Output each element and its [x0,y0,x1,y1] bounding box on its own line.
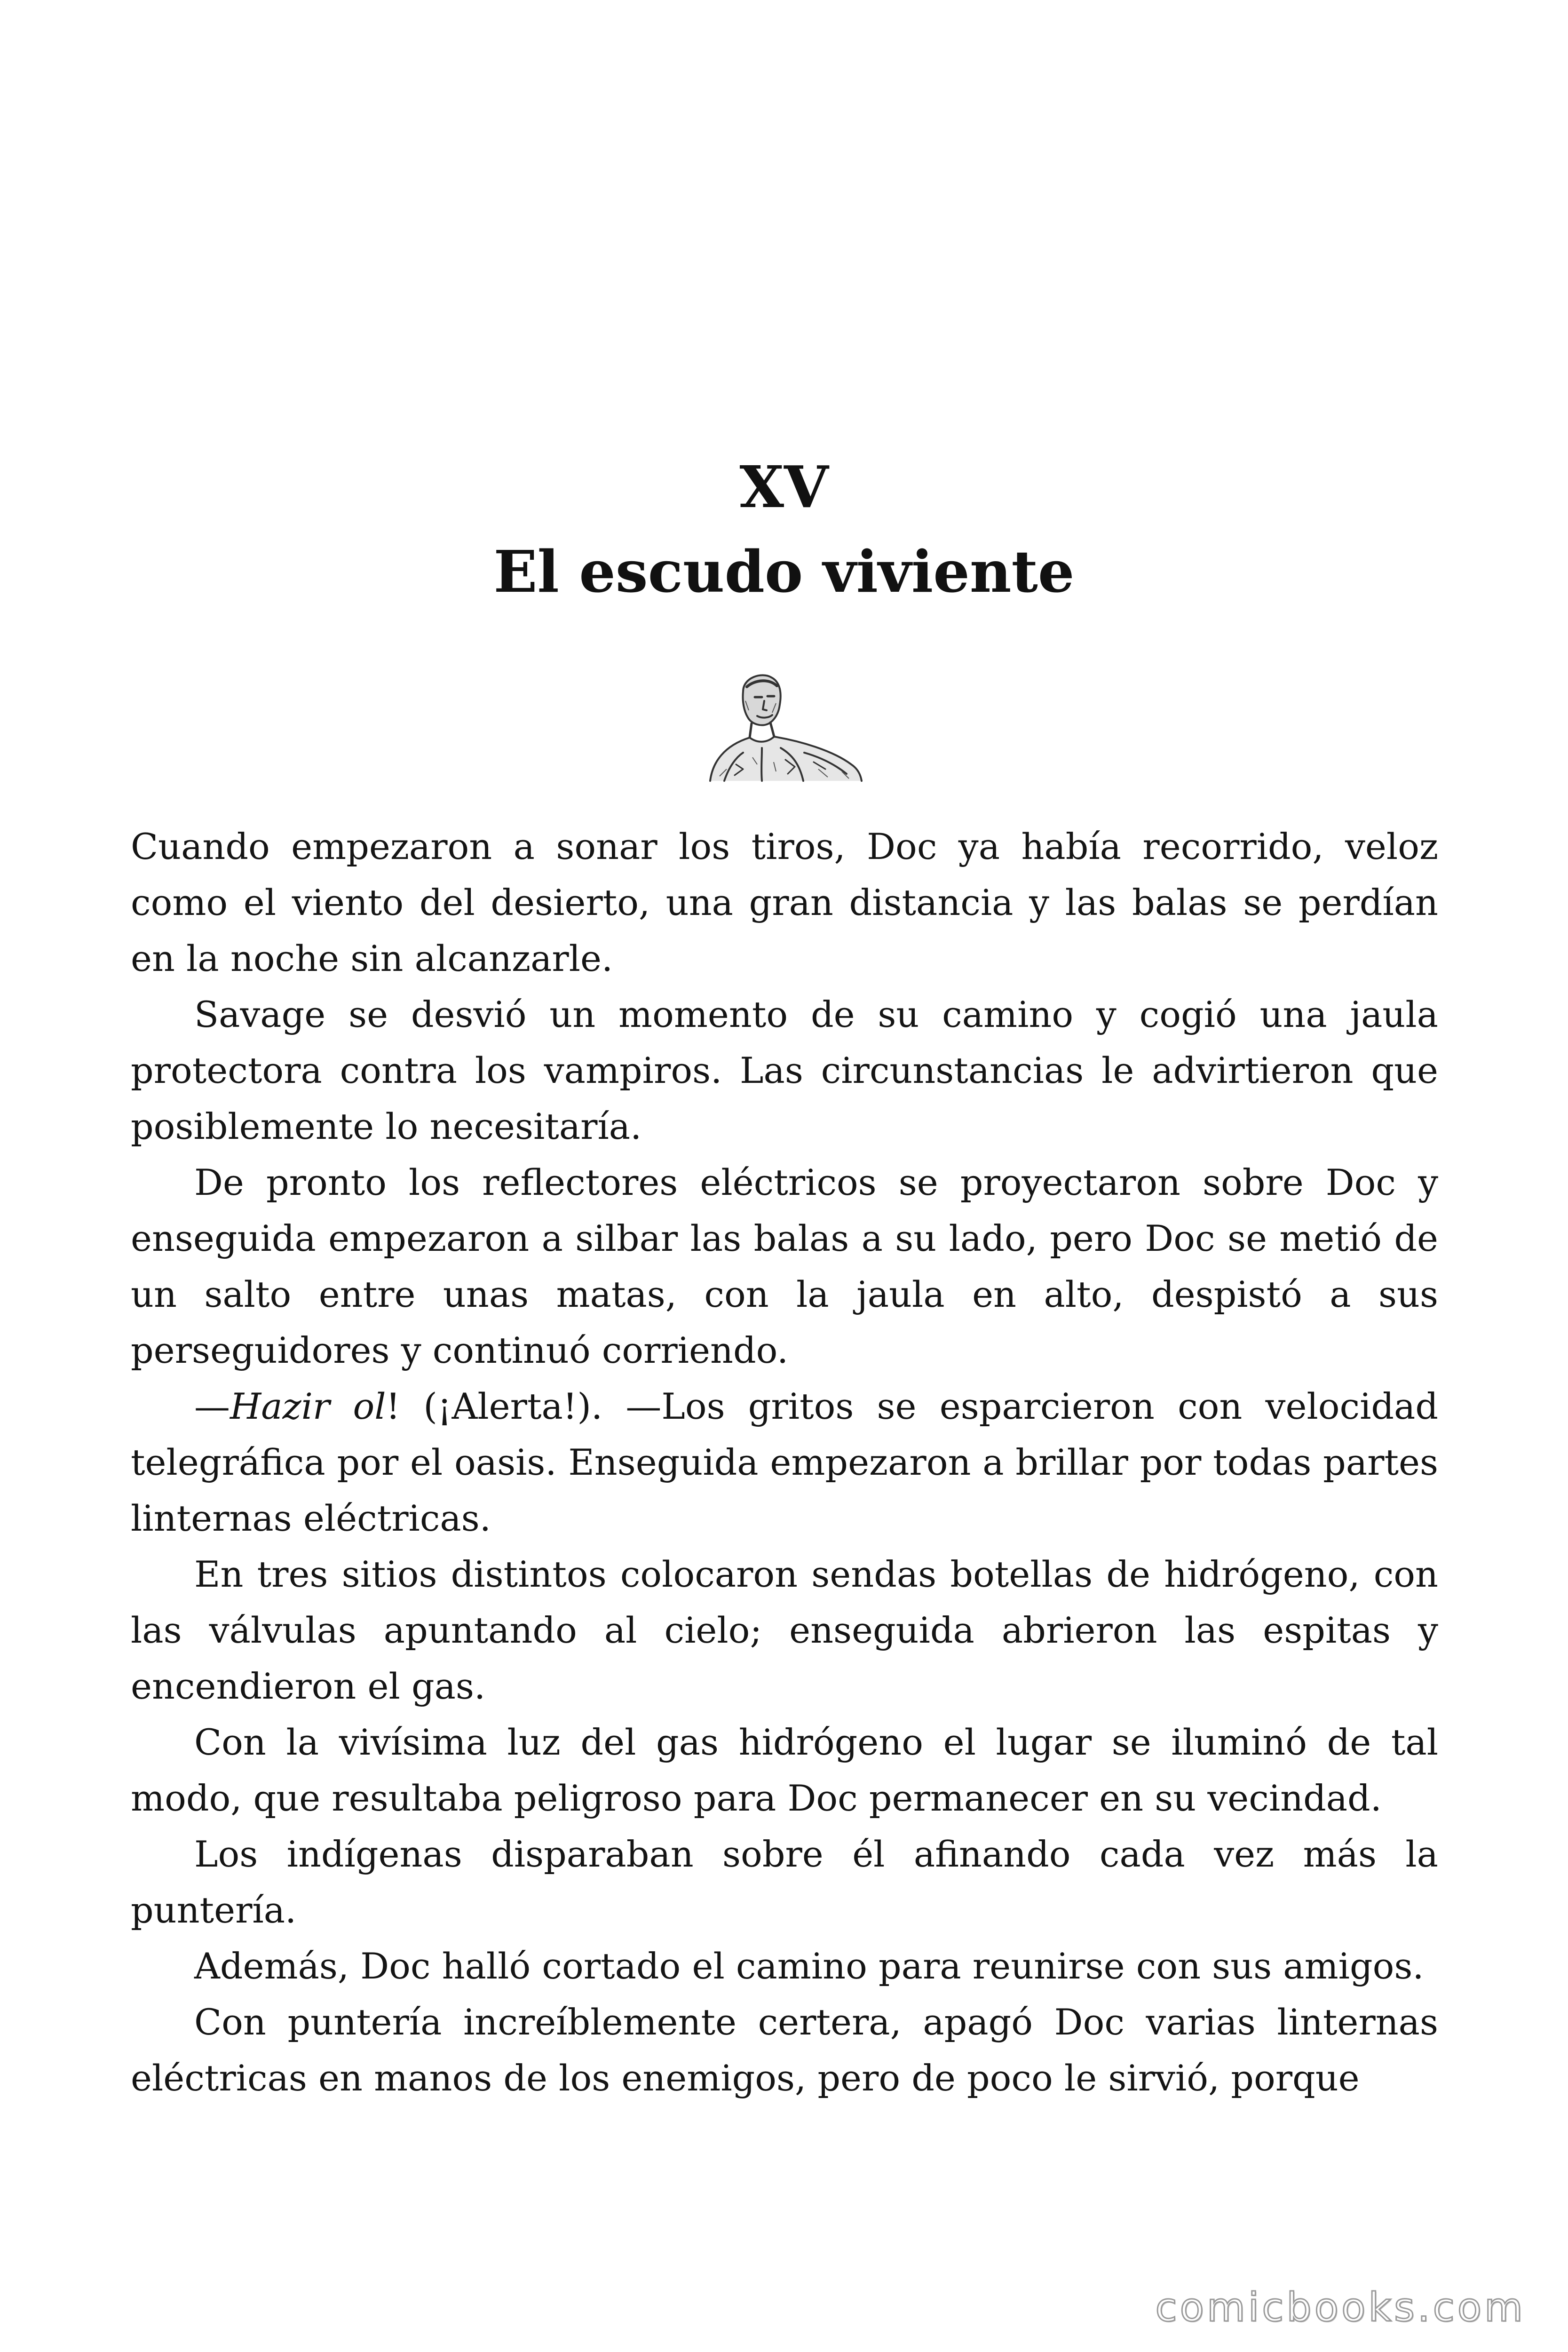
italic-phrase: Hazir ol [230,1385,386,1427]
paragraph-7: Los indígenas disparaban sobre él afinando cada vez más la puntería. [131,1833,1438,1931]
paragraph-5: En tres sitios distintos colocaron sendas botellas de hidrógeno, con las válvulas apuntando al cielo; enseguida abrieron las espitas y encendieron el gas. [131,1553,1438,1707]
dialogue-dash: — [194,1385,230,1427]
paragraph-9: Con puntería increíblemente certera, apagó Doc varias linternas eléctricas en manos de los enemigos, pero de poco le sirvió, porque [131,2001,1438,2099]
paragraph-4 [131,1378,1438,1546]
paragraph-6: Con la vivísima luz del gas hidrógeno el lugar se iluminó de tal modo, que resultaba peligroso para Doc permanecer en su vecindad. [131,1721,1438,1819]
paragraph-4-text: ! (¡Alerta!). —Los gritos se esparcieron con velocidad telegráfica por el oasis. Enseguida empezaron a brillar por todas partes linternas eléctricas. [131,1385,1438,1539]
watermark: comicbooks.com [1155,2284,1526,2330]
doc-savage-bust-icon [691,668,879,786]
paragraph-2: Savage se desvió un momento de su camino y cogió una jaula protectora contra los vampiros. Las circunstancias le advirtieron que posiblemente lo necesitaría. [131,993,1438,1147]
paragraph-3: De pronto los reflectores eléctricos se proyectaron sobre Doc y enseguida empezaron a silbar las balas a su lado, pero Doc se metió de un salto entre unas matas, con la jaula en alto, despistó a sus perseguidores y continuó corriendo. [131,1161,1438,1371]
chapter-title: El escudo viviente [493,538,1075,605]
chapter-number: XV [739,453,829,521]
paragraph-8: Además, Doc halló cortado el camino para reunirse con sus amigos. [194,1945,1424,1987]
paragraph-1: Cuando empezaron a sonar los tiros, Doc ya había recorrido, veloz como el viento del desierto, una gran distancia y las balas se perdían en la noche sin alcanzarle. [131,826,1438,979]
chapter-body [131,818,1438,2106]
